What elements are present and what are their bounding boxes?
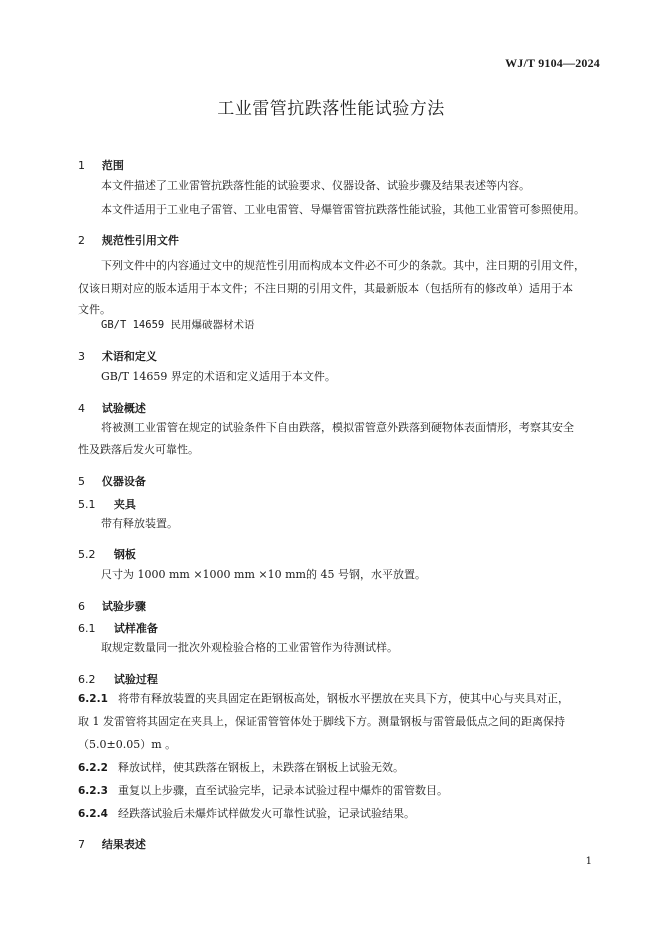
paragraph: 带有释放装置。 xyxy=(101,517,178,530)
section-title: 结果表述 xyxy=(101,838,146,851)
section-4-heading xyxy=(78,400,146,416)
paragraph: 取规定数量同一批次外观检验合格的工业雷管作为待测试样。 xyxy=(101,641,398,654)
section-title: 试验步骤 xyxy=(101,600,146,613)
step-number: 6.2.2 xyxy=(78,762,108,774)
step-text: 将带有释放装置的夹具固定在距钢板高处，钢板水平摆放在夹具下方，使其中心与夹具对正， xyxy=(118,692,569,705)
section-3-heading xyxy=(78,348,157,364)
section-number: 7 xyxy=(78,838,85,851)
section-1-heading xyxy=(78,157,124,173)
step-6-2-3 xyxy=(78,779,600,803)
section-title: 范围 xyxy=(101,159,124,172)
section-2-heading xyxy=(78,232,179,248)
section-number: 2 xyxy=(78,234,85,247)
subsection-title: 试验过程 xyxy=(113,673,158,686)
paragraph-line: 文件。 xyxy=(78,303,111,316)
document-title: 工业雷管抗跌落性能试验方法 xyxy=(217,99,445,119)
subsection-5-2-heading xyxy=(78,546,136,562)
step-6-2-4 xyxy=(78,802,600,826)
subsection-number: 6.2 xyxy=(78,673,96,686)
paragraph: 本文件适用于工业电子雷管、工业电雷管、导爆管雷管抗跌落性能试验，其他工业雷管可参照使用。 xyxy=(101,203,585,216)
step-number: 6.2.3 xyxy=(78,785,108,797)
step-number: 6.2.1 xyxy=(78,693,108,705)
page-number: 1 xyxy=(585,856,592,867)
paragraph-line: 取 1 发雷管将其固定在夹具上，保证雷管管体处于脚线下方。测量钢板与雷管最低点之间的距离保持 xyxy=(78,715,565,728)
step-text: 重复以上步骤，直至试验完毕，记录本试验过程中爆炸的雷管数目。 xyxy=(118,784,448,797)
step-text: 释放试样，使其跌落在钢板上，未跌落在钢板上试验无效。 xyxy=(118,761,404,774)
subsection-number: 6.1 xyxy=(78,622,96,635)
paragraph-line: 将被测工业雷管在规定的试验条件下自由跌落，模拟雷管意外跌落到硬物体表面情形，考察其安全 xyxy=(101,421,574,434)
paragraph-line: 仅该日期对应的版本适用于本文件；不注日期的引用文件，其最新版本（包括所有的修改单）适用于本 xyxy=(78,282,573,295)
normative-reference: GB/T 14659 民用爆破器材术语 xyxy=(101,319,255,331)
section-6-heading xyxy=(78,598,146,614)
subsection-title: 试样准备 xyxy=(113,622,158,635)
section-title: 规范性引用文件 xyxy=(101,234,179,247)
section-title: 仪器设备 xyxy=(101,475,146,488)
subsection-title: 夹具 xyxy=(113,498,136,511)
paragraph-line: 性及跌落后发火可靠性。 xyxy=(78,443,199,456)
step-6-2-2 xyxy=(78,756,600,780)
subsection-number: 5.1 xyxy=(78,498,96,511)
section-title: 试验概述 xyxy=(101,402,146,415)
paragraph-line: 下列文件中的内容通过文中的规范性引用而构成本文件必不可少的条款。其中，注日期的引用文件， xyxy=(101,259,585,272)
step-text: 经跌落试验后未爆炸试样做发火可靠性试验，记录试验结果。 xyxy=(118,807,415,820)
subsection-6-2-heading xyxy=(78,671,158,687)
step-6-2-1 xyxy=(78,687,600,711)
section-7-heading xyxy=(78,836,146,852)
subsection-number: 5.2 xyxy=(78,548,96,561)
section-number: 6 xyxy=(78,600,85,613)
paragraph: 本文件描述了工业雷管抗跌落性能的试验要求、仪器设备、试验步骤及结果表述等内容。 xyxy=(101,179,530,192)
subsection-title: 钢板 xyxy=(113,548,136,561)
section-number: 3 xyxy=(78,350,85,363)
paragraph: 尺寸为 1000 mm ×1000 mm ×10 mm的 45 号钢，水平放置。 xyxy=(101,568,426,581)
step-number: 6.2.4 xyxy=(78,808,108,820)
subsection-5-1-heading xyxy=(78,496,136,512)
section-number: 1 xyxy=(78,159,85,172)
standard-code: WJ/T 9104—2024 xyxy=(505,56,600,70)
paragraph: GB/T 14659 界定的术语和定义适用于本文件。 xyxy=(101,370,336,383)
section-number: 4 xyxy=(78,402,85,415)
section-number: 5 xyxy=(78,475,85,488)
paragraph-line: （5.0±0.05）m 。 xyxy=(78,738,177,751)
subsection-6-1-heading xyxy=(78,620,158,636)
section-5-heading xyxy=(78,473,146,489)
section-title: 术语和定义 xyxy=(101,350,157,363)
